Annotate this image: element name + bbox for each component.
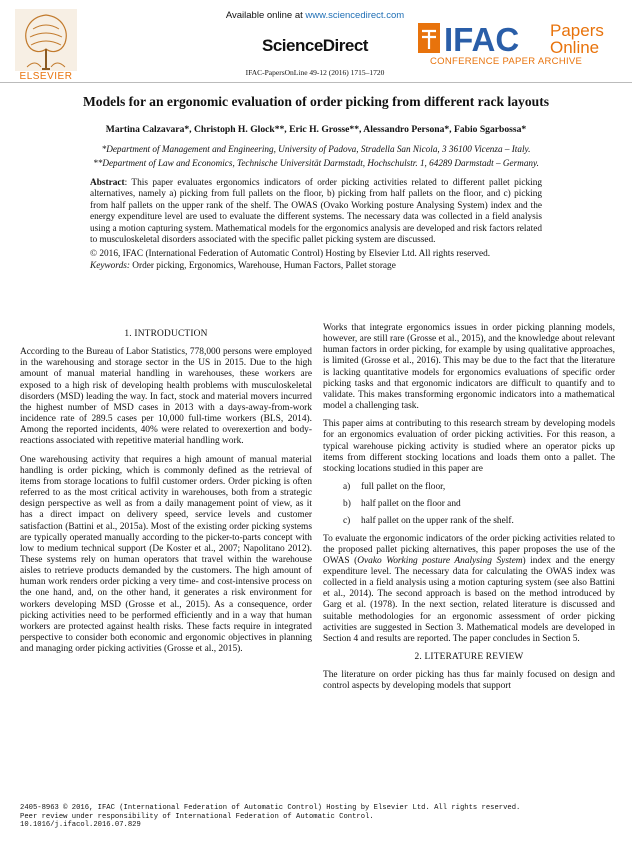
keywords-text: Order picking, Ergonomics, Warehouse, Human Factors, Pallet storage	[129, 260, 396, 271]
para3-text-a: To evaluate the ergonomic indicators of the order picking activities related to the proposed pallet picking alternatives, this paper proposes the use of the OWAS (	[323, 533, 615, 566]
left-column	[20, 323, 312, 662]
right-paragraph-1: Works that integrate ergonomics issues in order picking planning models, however, are still rare (Grosse et al., 2015), and the knowledge about relevant human factors in order picking, for example by using qualitative approaches, is limited (Grosse et al., 2016). This may be due to the fact that the literature is lacking quantitative models for ergonomics evaluations of specific order picking tasks and that ergonomic indicators are difficult to quantify and to validate. This makes transforming ergonomic indicators into a mathematical model a challenging task.	[323, 323, 615, 412]
footer-peer-review-line: Peer review under responsibility of International Federation of Automatic Control.	[20, 812, 374, 821]
keywords-line	[90, 261, 542, 272]
list-text: half pallet on the upper rank of the shelf.	[361, 516, 514, 527]
para3-italic: Ovako Working posture Analysing System	[357, 555, 523, 566]
header-divider	[0, 82, 632, 83]
affiliation-2: **Department of Law and Economics, Technische Universität Darmstadt, Hochschulstr. 1, 64289 Darmstadt – Germany.	[93, 158, 539, 168]
intro-paragraph-2: One warehousing activity that requires a high amount of manual material handling is order picking, which is commonly defined as the retrieval of items from storage locations to fulfil customer orders. Order picking is often referred to as the most critical activity in warehouses, both from a strategic design perspective as well as from a daily management point of view, as it has a direct impact on delivery speed, service levels and customer satisfaction (Battini et al., 2015a). Most of the existing order picking systems are typically operated manually according to the picker-to-parts concept with low to medium technical support (De Koster et al., 2007; Napolitano 2012). These systems rely on human operators that travel within the warehouse aisles to retrieve products demanded by the customers. The high amount of human work renders order picking a very time- and cost-intensive process on the one hand, and, on the other hand, it generates a risk environment for workers developing MSD (Grosse et al., 2015). As a consequence, order picking activities need to be performed efficiently and in a way that human workers are protected against health risks. These facts require in integrated perspective to consider both economic and ergonomic objectives in planning and managing order picking activities (Grosse et al., 2015).	[20, 454, 312, 655]
ifac-wordmark: IFAC	[444, 21, 520, 58]
ifac-archive-tagline: CONFERENCE PAPER ARCHIVE	[430, 56, 583, 67]
sciencedirect-link[interactable]: www.sciencedirect.com	[305, 10, 405, 21]
list-text: half pallet on the floor and	[361, 499, 461, 510]
footer-doi-line[interactable]: 10.1016/j.ifacol.2016.07.829	[20, 821, 141, 830]
section-heading-introduction: 1. INTRODUCTION	[124, 329, 208, 339]
sciencedirect-title: ScienceDirect	[262, 36, 368, 55]
list-marker: c)	[343, 516, 351, 527]
list-item	[323, 482, 615, 493]
para3-text-b: ) index and the energy expenditure level. The necessary data for calculating the OWAS index was collected in a field analysis using a motion capturing system (see also Battini et al., 2014). The second approach is based on the method introduced by Garg et al. (1978). In the next section, related literature is discussed and suitable methodologies for an ergonomic assessment of order picking activities are suggested in Section 3. Mathematical models are developed in Section 4 and results are reported. The paper concludes in Section 5.	[323, 555, 615, 644]
available-prefix: Available online at	[225, 10, 303, 21]
right-paragraph-2: This paper aims at contributing to this research stream by developing models for an ergonomics evaluation of order picking activities. For this reason, a typical warehouse picking activity is studied where an operator picks up items from different stocking locations and loads them onto a pallet. The stocking locations studied in this paper are	[323, 419, 615, 474]
page-footer	[20, 804, 620, 830]
list-text: full pallet on the floor,	[361, 482, 446, 493]
intro-paragraph-1: According to the Bureau of Labor Statistics, 778,000 persons were employed in the warehousing and storage sector in the US in 2015. Due to the high amount of manual material handling in warehouses, these workers are exposed to a high risk of developing health problems with musculoskeletal disorders (MSD) leading the way. In fact, stock and material movers incurred the highest number of MSD cases in 2013 with a days-away-from-work incidence rate of 289.5 cases per 10,000 full-time workers (BLS, 2014). Among the reported incidents, 40% were related to overexertion and body-reactions associated with repetitive material handling work.	[20, 347, 312, 447]
right-column	[323, 323, 615, 700]
journal-citation: IFAC-PapersOnLine 49-12 (2016) 1715–1720	[245, 68, 385, 77]
right-paragraph-3	[323, 534, 615, 646]
ifac-online-word: Online	[550, 38, 600, 57]
author-list: Martina Calzavara*, Christoph H. Glock**, Eric H. Grosse**, Alessandro Persona*, Fabio Sgarbossa*	[105, 124, 527, 135]
list-item	[323, 499, 615, 510]
section-heading-literature-review: 2. LITERATURE REVIEW	[414, 652, 524, 663]
affiliation-1: *Department of Management and Engineering, University of Padova, Stradella San Nicola, 3 36100 Vicenza – Italy.	[101, 144, 531, 154]
keywords-label: Keywords:	[90, 260, 130, 271]
elsevier-wordmark: ELSEVIER	[19, 71, 73, 82]
list-marker: a)	[343, 482, 351, 493]
footer-issn-line: 2405-8963 © 2016, IFAC (International Federation of Automatic Control) Hosting by Elsevier Ltd. All rights reserved.	[20, 804, 521, 812]
abstract-label: Abstract	[90, 178, 125, 188]
abstract-text: : This paper evaluates ergonomics indicators of order picking activities related to different pallet picking alternatives, namely a) picking from full pallets on the floor, b) picking from half pallets on the floor, and c) picking from half pallets on the upper rank of the shelf. The OWAS (Ovako Working posture Analysing System) index and the energy expenditure level are used to evaluate the different systems. The necessary data was collected in a field analysis using a motion capturing system. Mathematical models for the ergonomics analysis are developed and risk factors related to musculoskeletal disorders associated with the specific pallet picking system are discussed.	[90, 178, 542, 246]
stocking-locations-list	[323, 482, 615, 527]
list-marker: b)	[343, 499, 351, 510]
abstract-paragraph	[90, 178, 542, 246]
abstract-block	[90, 178, 542, 272]
copyright-line: © 2016, IFAC (International Federation of Automatic Control) Hosting by Elsevier Ltd. All rights reserved.	[90, 249, 491, 260]
ifac-papers-word: Papers	[550, 21, 604, 40]
list-item	[323, 516, 615, 527]
elsevier-tree-logo-icon	[15, 9, 77, 79]
right-paragraph-4: The literature on order picking has thus far mainly focused on design and control aspects by developing models that support	[323, 670, 615, 692]
paper-title: Models for an ergonomic evaluation of order picking from different rack layouts	[82, 94, 550, 109]
